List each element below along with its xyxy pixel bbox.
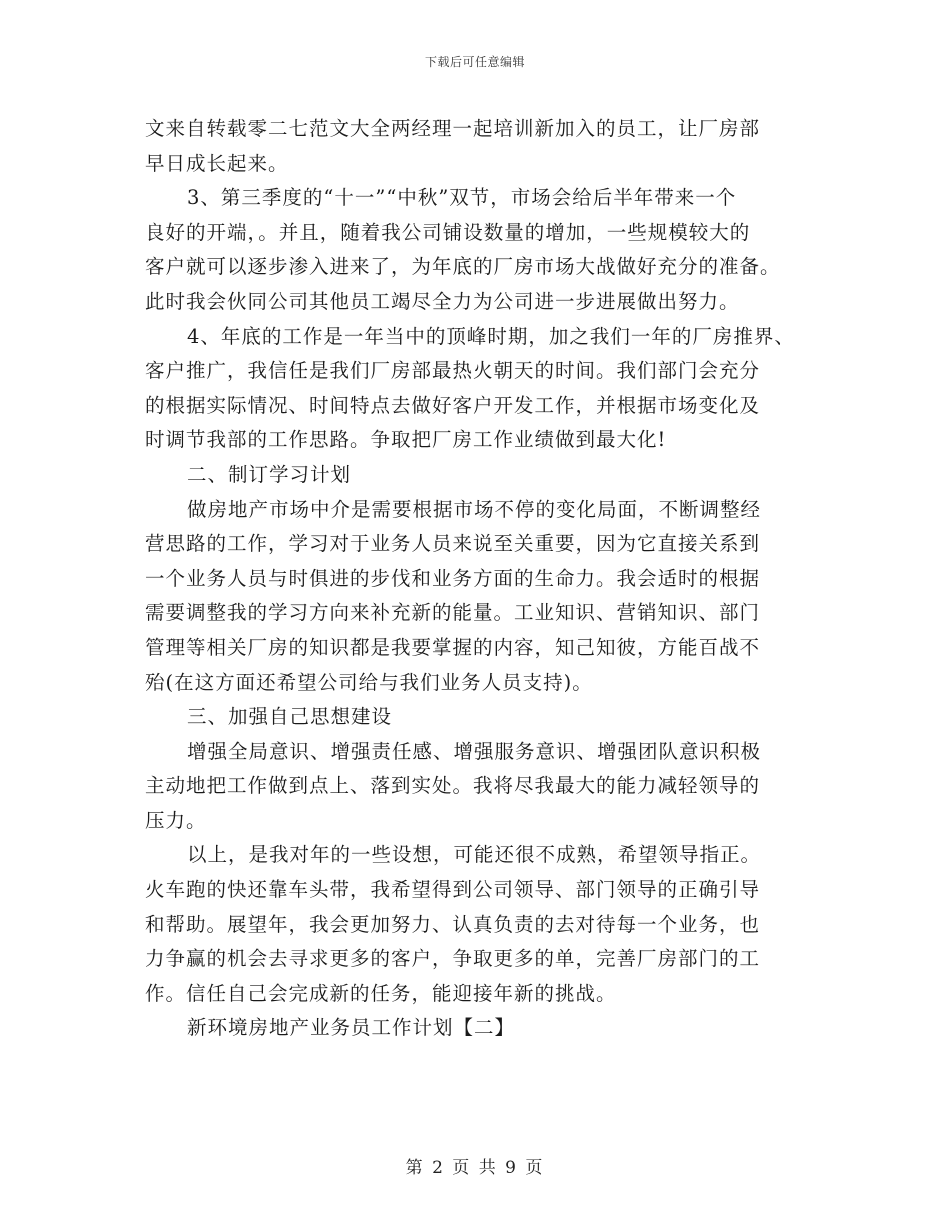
body-line: 良好的开端，。并且，随着我公司铺设数量的增加，一些规模较大的: [145, 220, 751, 244]
body-line: 以上，是我对年的一些设想，可能还很不成熟，希望领导指正。: [187, 843, 762, 867]
body-line: 营思路的工作，学习对于业务人员来说至关重要，因为它直接关系到: [145, 532, 761, 556]
body-line: 早日成长起来。: [145, 151, 289, 175]
section-heading: 二、制订学习计划: [187, 462, 352, 486]
body-line: 一个业务人员与时俱进的步伐和业务方面的生命力。我会适时的根据: [145, 566, 761, 590]
body-line: 火车跑的快还靠车头带，我希望得到公司领导、部门领导的正确引导: [145, 878, 761, 902]
body-line: 作。信任自己会完成新的任务，能迎接年新的挑战。: [145, 981, 617, 1005]
body-line: 需要调整我的学习方向来补充新的能量。工业知识、营销知识、部门: [145, 601, 761, 625]
body-line: 此时我会伙同公司其他员工竭尽全力为公司进一步进展做出努力。: [145, 289, 740, 313]
body-line: 4、年底的工作是一年当中的顶峰时期，加之我们一年的厂房推界、: [187, 324, 795, 348]
body-line: 客户就可以逐步渗入进来了，为年底的厂房市场大战做好充分的准备。: [145, 255, 781, 279]
body-line: 管理等相关厂房的知识都是我要掌握的内容，知己知彼，方能百战不: [145, 635, 761, 659]
body-line: 压力。: [145, 808, 207, 832]
page-header-note: 下载后可任意编辑: [424, 55, 525, 69]
body-line: 和帮助。展望年，我会更加努力、认真负责的去对待每一个业务，也: [145, 912, 761, 936]
section-title: 新环境房地产业务员工作计划【二】: [187, 1016, 516, 1040]
page-number: 第 2 页 共 9 页: [405, 1158, 545, 1178]
body-line: 客户推广，我信任是我们厂房部最热火朝天的时间。我们部门会充分: [145, 359, 761, 383]
body-line: 3、第三季度的“十一”“中秋”双节，市场会给后半年带来一个: [187, 186, 737, 210]
body-line: 增强全局意识、增强责任感、增强服务意识、增强团队意识积极: [187, 739, 762, 763]
body-line: 时调节我部的工作思路。争取把厂房工作业绩做到最大化!: [145, 428, 667, 452]
document-body: [145, 112, 810, 1046]
body-line: 做房地产市场中介是需要根据市场不停的变化局面，不断调整经: [187, 497, 762, 521]
body-line: 的根据实际情况、时间特点去做好客户开发工作，并根据市场变化及: [145, 393, 761, 417]
section-heading: 三、加强自己思想建设: [187, 705, 393, 729]
body-line: 力争赢的机会去寻求更多的客户，争取更多的单，完善厂房部门的工: [145, 947, 761, 971]
body-line: 主动地把工作做到点上、落到实处。我将尽我最大的能力减轻领导的: [145, 774, 761, 798]
body-line: 文来自转载零二七范文大全两经理一起培训新加入的员工，让厂房部: [145, 117, 761, 140]
body-line: 殆(在这方面还希望公司给与我们业务人员支持)。: [145, 670, 593, 694]
